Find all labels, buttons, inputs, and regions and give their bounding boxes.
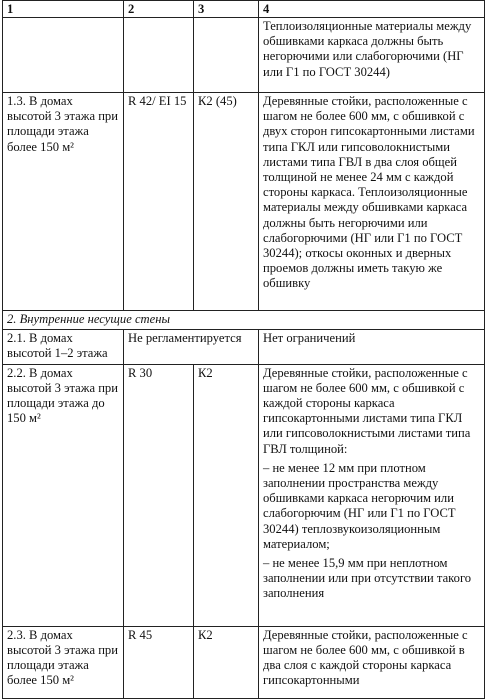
cell-paragraph: Деревянные стойки, расположенные с шагом не более 600 мм, с обшивкой с каждой стороны каркаса гипсокартонными листами типа ГКЛ или гипсоволокнистыми листами типа ГВЛ толщиной: [263, 365, 471, 456]
table-row [3, 364, 485, 626]
cell-c3: К2 [194, 626, 259, 698]
cell-c4: Нет ограничений [259, 330, 485, 364]
cell-c1: 1.3. В домах высотой 3 этажа при площади этажа более 150 м² [3, 93, 124, 311]
section-heading: 2. Внутренние несущие стены [3, 311, 485, 330]
header-cell-3: 3 [194, 1, 259, 18]
table-row [3, 93, 485, 311]
cell-c1: 2.2. В домах высотой 3 этажа при площади этажа до 150 м² [3, 364, 124, 626]
fire-safety-table [2, 0, 485, 699]
table-header-row [3, 1, 485, 18]
cell-c1: 2.3. В домах высотой 3 этажа при площади этажа более 150 м² [3, 626, 124, 698]
cell-c2: R 42/ EI 15 [124, 93, 194, 311]
cell-c2: R 30 [124, 364, 194, 626]
table-row [3, 626, 485, 698]
cell-c4: Деревянные стойки, расположенные с шагом не более 600 мм, с обшивкой в два слоя с каждой стороны каркаса гипсокартонными [259, 626, 485, 698]
header-cell-4: 4 [259, 1, 485, 18]
cell-c2 [124, 18, 194, 93]
header-cell-1: 1 [3, 1, 124, 18]
cell-c3: К2 [194, 364, 259, 626]
header-cell-2: 2 [124, 1, 194, 18]
cell-c4: Теплоизоляционные материалы между обшивками каркаса должны быть негорючими или слабогорючими (НГ или Г1 по ГОСТ 30244) [259, 18, 485, 93]
table-row [3, 330, 485, 364]
cell-c1 [3, 18, 124, 93]
cell-c1: 2.1. В домах высотой 1–2 этажа [3, 330, 124, 364]
cell-c4 [259, 364, 485, 626]
cell-c3 [194, 18, 259, 93]
cell-c2-c3-merged: Не регламентируется [124, 330, 259, 364]
section-row [3, 311, 485, 330]
table-row [3, 18, 485, 93]
cell-list-item: – не менее 12 мм при плотном заполнении пространства между обшивками каркаса негорючим или слабогорючим (НГ или Г1 по ГОСТ 30244) теплозвукоизоляционным материалом; [263, 460, 456, 551]
cell-c4: Деревянные стойки, расположенные с шагом не более 600 мм, с обшивкой с двух сторон гипсокартонными листами типа ГКЛ или гипсоволокнистыми листами типа ГВЛ в два слоя общей толщиной не менее 24 мм с каждой стороны каркаса. Теплоизоляционные материалы между обшивками каркаса должны быть негорючими или слабогорючими (НГ или Г1 по ГОСТ 30244); откосы оконных и дверных проемов должны иметь такую же обшивку [259, 93, 485, 311]
cell-list-item: – не менее 15,9 мм при неплотном заполнении или при отсутствии такого заполнения [263, 556, 472, 601]
cell-c2: R 45 [124, 626, 194, 698]
cell-c3: К2 (45) [194, 93, 259, 311]
